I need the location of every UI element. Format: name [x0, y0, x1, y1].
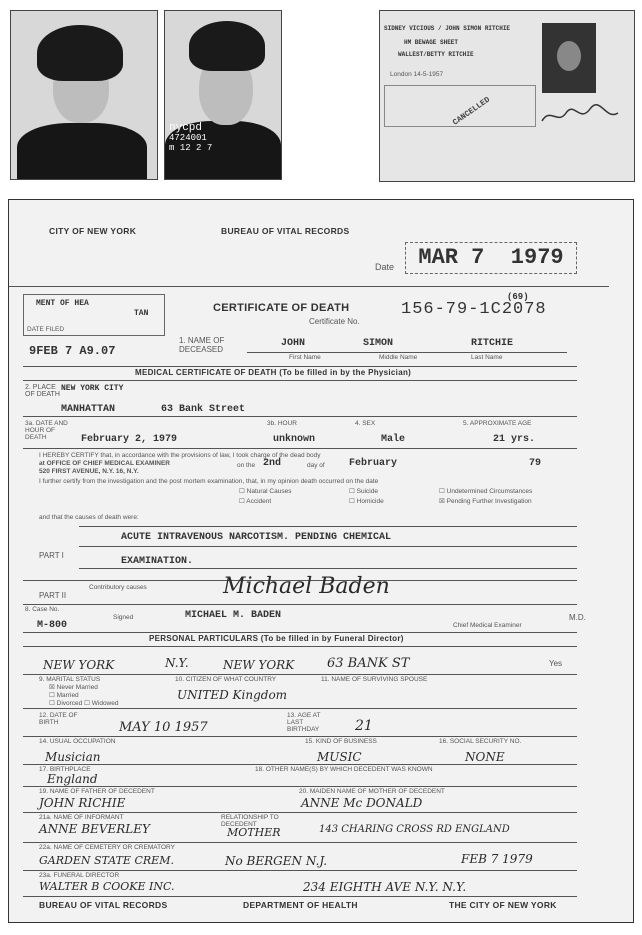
manner-homicide: ☐ Homicide: [349, 498, 384, 505]
department-stamp: MENT OF HEA TAN: [23, 294, 165, 336]
examiner-signature: Michael Baden: [223, 574, 390, 599]
manner-undetermined: ☐ Undetermined Circumstances: [439, 488, 533, 495]
manner-accident: ☐ Accident: [239, 498, 272, 505]
mugshot-placard: nycpd 4724001 m 12 2 7: [169, 122, 213, 153]
personal-section-header: PERSONAL PARTICULARS (To be filled in by Funeral Director): [149, 634, 404, 643]
manner-suicide: ☐ Suicide: [349, 488, 378, 495]
certificate-title: CERTIFICATE OF DEATH: [213, 302, 350, 314]
manner-pending: ☒ Pending Further Investigation: [439, 498, 532, 505]
medical-section-header: MEDICAL CERTIFICATE OF DEATH (To be filled in by the Physician): [135, 368, 412, 377]
death-certificate: CITY OF NEW YORK BUREAU OF VITAL RECORDS Date MAR 7 1979 MENT OF HEA TAN DATE FILED 9FEB 7 A9.07 CERTIFICATE OF DEATH Certificate No. 156-79-1C2078 (69) 1. NAME OF DECEASED JOHN SIMON RITCHIE First Name Middle Name Last Name MEDICAL CERTIFICATE OF DEATH (To be filled in by the Physician) 2. PLACE OF DEATH NEW YORK CITY MANHATTAN 63 Bank Street 3a. DATE AND HOUR OF DEATH February 2, 1979 3b. HOUR unknown 4. SEX Male 5. APPROXIMATE AGE 21 yrs. I HEREBY CERTIFY that, in accordance with the provisions of law, I took charge of the dead body at OFFICE OF CHIEF MEDICAL EXAMINER 520 FIRST AVENUE, N.Y. 16, N.Y. on the 2nd day of February 79 I further certify from the investigation and the post mortem examination, that, in my opinion death occurred on the date ☐ Natural Causes ☐ Accident ☐ Suicide ☐ Homicide ☐ Undetermined Circumstances ☒ Pending Further Investigation and that the causes of death were: PART I ACUTE INTRAVENOUS NARCOTISM. PENDING CHEMICAL EXAMINATION. Contributory causes PART II Michael Baden 8. Case No. M-800 Signed MICHAEL M. BADEN Chief Medical Examiner M.D. PERSONAL PARTICULARS (To be filled in by Funeral Director) NEW YORK N.Y. NEW YORK 63 BANK ST Yes 9. MARITAL STATUS ☒ Never Married ☐ Married ☐ Divorced ☐ Widowed 10. CITIZEN OF WHAT COUNTRY UNITED Kingdom 11. NAME OF SURVIVING SPOUSE 12. DATE OF BIRTH MAY 10 1957 13. AGE AT LAST BIRTHDAY 21 14. USUAL OCCUPATION Musician 15. KIND OF BUSINESS MUSIC 16. SOCIAL SECURITY NO. NONE 17. BIRTHPLACE England 18. OTHER NAME(S) BY WHICH DECEDENT WAS KNOWN 19. NAME OF FATHER OF DECEDENT JOHN RICHIE 20. MAIDEN NAME OF MOTHER OF DECEDENT ANNE Mc DONALD 21a. NAME OF INFORMANT ANNE BEVERLEY RELATIONSHIP TO DECEDENT MOTHER 143 CHARING CROSS RD ENGLAND 22a. NAME OF CEMETERY OR CREMATORY GARDEN STATE CREM. No BERGEN N.J. FEB 7 1979 23a. FUNERAL DIRECTOR WALTER B COOKE INC. 234 EIGHTH AVE N.Y. N.Y. BUREAU OF VITAL RECORDS DEPARTMENT OF HEALTH THE CITY OF NEW YORK: [8, 199, 634, 923]
passport-portrait: [542, 23, 596, 93]
passport-photo: SIDNEY VICIOUS / JOHN SIMON RITCHIE HM BEWAGE SHEET WALLEST/BETTY RITCHIE London 14-5-1957 CANCELLED: [379, 10, 635, 182]
mugshot-front-photo: [164, 10, 282, 180]
mugshot-profile-photo: [10, 10, 158, 180]
manner-natural: ☐ Natural Causes: [239, 488, 292, 495]
date-stamp: MAR 7 1979: [405, 242, 577, 274]
passport-signature: [540, 103, 620, 127]
